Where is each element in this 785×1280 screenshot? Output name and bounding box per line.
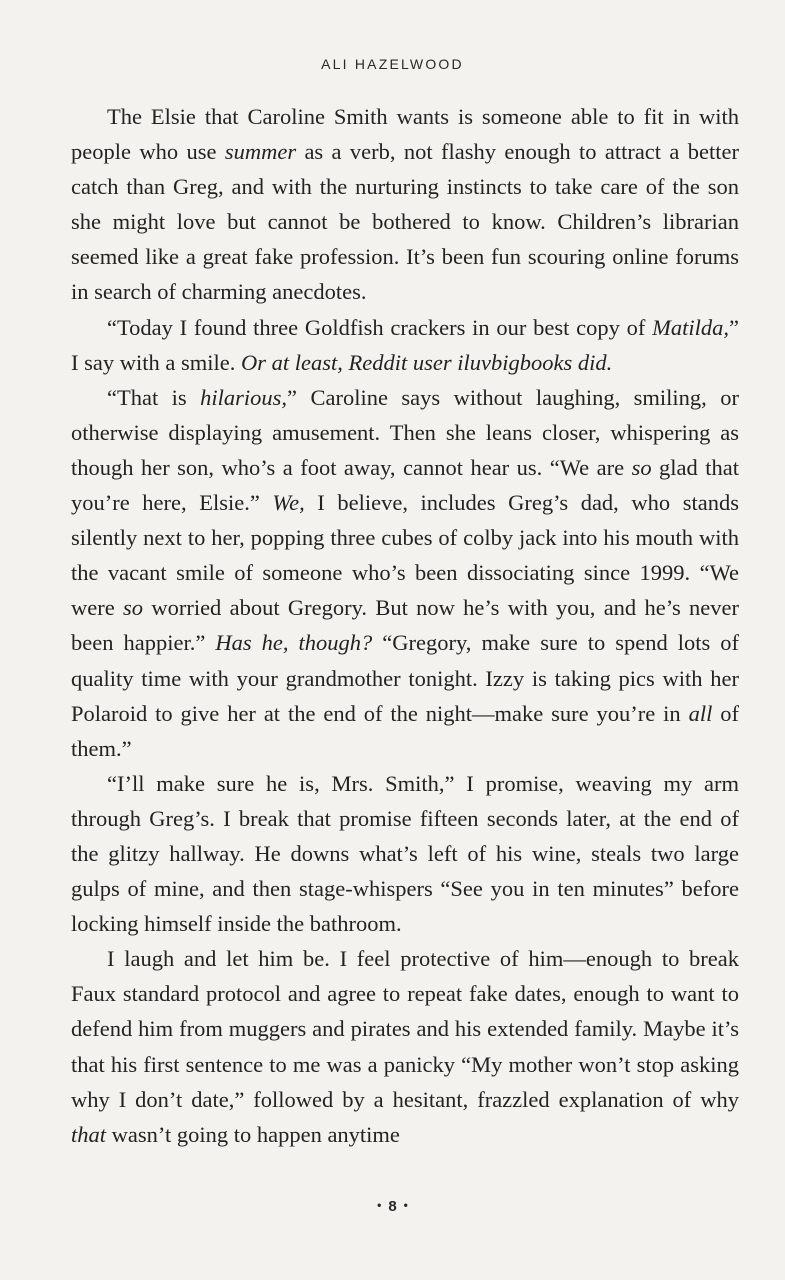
page-number-value: 8 — [388, 1198, 397, 1215]
folio-dot-right: • — [403, 1198, 408, 1212]
text-run: as a verb, not flashy enough to attract a better catch than Greg, and with the nurturing instincts to take care of the son she might love but cannot be bothered to know. Children’s librarian seemed like a great fake profession. It’s been fun scouring online forums in search of charming anecdotes. — [71, 139, 739, 305]
italic-text: summer — [224, 139, 297, 165]
text-run: The Elsie that Caroline Smith wants is someone able to fit in with people who use — [71, 104, 739, 165]
italic-text: Or at least, Reddit user iluvbigbooks did. — [240, 349, 613, 375]
italic-text: Has he, though? — [215, 630, 373, 656]
italic-text: that — [71, 1121, 107, 1147]
paragraph — [71, 310, 739, 380]
text-run: ” Caroline says without laughing, smiling, or otherwise displaying amusement. Then she leans closer, whispering as though her son, who’s a foot away, cannot hear us. “We are — [71, 384, 739, 480]
italic-text: all — [688, 700, 713, 726]
folio-dot-left: • — [377, 1198, 382, 1212]
text-run: “Gregory, make sure to spend lots of quality time with your grandmother tonight. Izzy is taking pics with her Polaroid to give her at the end of the night—make sure you’re in — [71, 630, 740, 726]
text-run: wasn’t going to happen anytime — [106, 1121, 400, 1147]
text-run: I believe, includes Greg’s dad, who stands silently next to her, popping three cubes of colby jack into his mouth with the vacant smile of someone who’s been dissociating since 1999. “We were — [71, 490, 739, 621]
italic-text: so — [631, 454, 652, 480]
italic-text: Matilda, — [652, 314, 729, 340]
text-run: ” I say with a smile. — [71, 314, 739, 375]
text-run: I laugh and let him be. I feel protective of him—enough to break Faux standard protocol and agree to repeat fake dates, enough to want to defend him from muggers and pirates and his extended family. Maybe it’s that his first sentence to me was a panicky “My mother won’t stop asking why I don’t date,” followed by a hesitant, frazzled explanation of why — [71, 946, 739, 1112]
page-number — [0, 1198, 785, 1215]
text-run: worried about Gregory. But now he’s with you, and he’s never been happier.” — [71, 595, 739, 656]
paragraph — [71, 380, 739, 766]
text-run: of them.” — [71, 700, 740, 761]
italic-text: so — [123, 595, 144, 621]
text-run: “I’ll make sure he is, Mrs. Smith,” I promise, weaving my arm through Greg’s. I break that promise fifteen seconds later, at the end of the glitzy hallway. He downs what’s left of his wine, steals two large gulps of mine, and then stage-whispers “See you in ten minutes” before locking himself inside the bathroom. — [71, 770, 739, 937]
text-run: “That is — [107, 384, 201, 410]
text-run: “Today I found three Goldfish crackers in our best copy of — [107, 314, 653, 340]
paragraph — [71, 99, 739, 310]
body-text — [71, 99, 739, 1152]
paragraph — [71, 941, 739, 1152]
italic-text: hilarious, — [200, 384, 288, 410]
text-run: glad that you’re here, Elsie.” — [71, 454, 739, 516]
running-head: ALI HAZELWOOD — [321, 56, 464, 72]
italic-text: We, — [272, 490, 305, 516]
paragraph — [71, 766, 739, 941]
